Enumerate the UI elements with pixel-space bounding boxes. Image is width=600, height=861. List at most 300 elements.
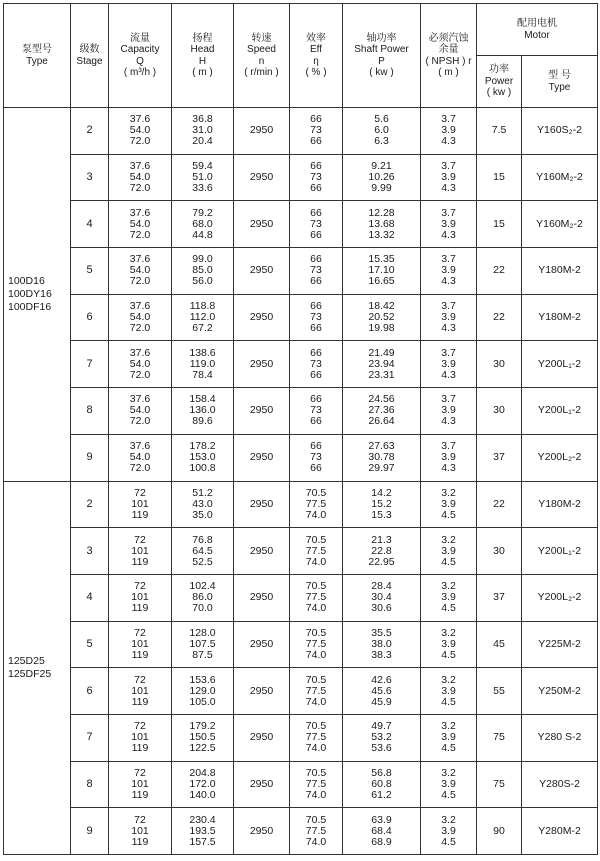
capacity-cell-value: 54.0 bbox=[129, 451, 151, 464]
motor-type-cell: Y180M-2 bbox=[522, 481, 598, 528]
efficiency-cell-value: 77.5 bbox=[305, 637, 327, 650]
capacity-cell-value: 54.0 bbox=[129, 124, 151, 137]
head-cell-value: 150.5 bbox=[189, 731, 216, 744]
capacity-cell-value: 72 bbox=[134, 626, 146, 639]
motor-type-cell: Y200L₂-2 bbox=[522, 434, 598, 481]
npsh-cell-value: 3.2 bbox=[441, 626, 456, 639]
efficiency-cell-value: 74.0 bbox=[305, 835, 327, 848]
stage-cell: 4 bbox=[71, 201, 109, 248]
speed-cell: 2950 bbox=[234, 294, 290, 341]
efficiency-cell-value: 74.0 bbox=[305, 742, 327, 755]
capacity-cell-value: 101 bbox=[131, 824, 149, 837]
shaft-power-cell-value: 19.98 bbox=[368, 322, 395, 335]
efficiency-cell-value: 70.5 bbox=[305, 533, 327, 546]
npsh-cell-value: 4.5 bbox=[441, 742, 456, 755]
efficiency-cell-value: 73 bbox=[310, 404, 322, 417]
head-cell-value: 128.0 bbox=[189, 626, 216, 639]
capacity-cell-value: 72.0 bbox=[129, 415, 151, 428]
capacity-cell-value: 101 bbox=[131, 497, 149, 510]
head-cell-value: 86.0 bbox=[192, 591, 213, 604]
npsh-cell-value: 3.9 bbox=[441, 311, 456, 324]
motor-power-cell: 30 bbox=[477, 528, 522, 575]
capacity-cell-value: 72.0 bbox=[129, 368, 151, 381]
head-cell-value: 178.2 bbox=[189, 440, 216, 453]
shaft-power-cell-value: 15.35 bbox=[368, 253, 395, 266]
head-cell-value: 35.0 bbox=[192, 508, 213, 521]
shaft-power-cell-value: 6.3 bbox=[374, 135, 389, 148]
efficiency-cell bbox=[290, 201, 343, 248]
head-cell-value: 44.8 bbox=[192, 228, 213, 241]
efficiency-cell bbox=[290, 434, 343, 481]
motor-type-cell: Y225M-2 bbox=[522, 621, 598, 668]
shaft-power-cell-value: 22.95 bbox=[368, 555, 395, 568]
head-cell-value: 79.2 bbox=[192, 206, 213, 219]
capacity-cell bbox=[109, 388, 172, 435]
npsh-cell-value: 3.9 bbox=[441, 264, 456, 277]
capacity-cell-value: 72 bbox=[134, 720, 146, 733]
efficiency-cell-value: 74.0 bbox=[305, 508, 327, 521]
npsh-cell-value: 4.5 bbox=[441, 788, 456, 801]
shaft-power-cell-value: 26.64 bbox=[368, 415, 395, 428]
stage-cell: 8 bbox=[71, 388, 109, 435]
motor-type-cell: Y280M-2 bbox=[522, 808, 598, 855]
head-cell-value: 129.0 bbox=[189, 684, 216, 697]
header-motor: 配用电机 Motor bbox=[477, 4, 598, 56]
efficiency-cell-value: 73 bbox=[310, 124, 322, 137]
capacity-cell bbox=[109, 108, 172, 155]
head-cell-value: 153.0 bbox=[189, 451, 216, 464]
table-row bbox=[4, 201, 598, 248]
header-motor-power: 功率 Power ( kw ) bbox=[477, 56, 522, 108]
shaft-power-cell-value: 20.52 bbox=[368, 311, 395, 324]
npsh-cell-value: 3.2 bbox=[441, 486, 456, 499]
npsh-cell bbox=[421, 201, 477, 248]
capacity-cell-value: 37.6 bbox=[129, 253, 151, 266]
capacity-cell bbox=[109, 761, 172, 808]
stage-cell: 7 bbox=[71, 341, 109, 388]
npsh-cell bbox=[421, 248, 477, 295]
stage-cell: 6 bbox=[71, 294, 109, 341]
capacity-cell bbox=[109, 434, 172, 481]
capacity-cell-value: 101 bbox=[131, 637, 149, 650]
efficiency-cell bbox=[290, 154, 343, 201]
shaft-power-cell-value: 22.8 bbox=[371, 544, 392, 557]
head-cell-value: 99.0 bbox=[192, 253, 213, 266]
efficiency-cell-value: 73 bbox=[310, 264, 322, 277]
head-cell bbox=[172, 294, 234, 341]
npsh-cell bbox=[421, 154, 477, 201]
efficiency-cell-value: 66 bbox=[310, 228, 322, 241]
capacity-cell-value: 72 bbox=[134, 813, 146, 826]
shaft-power-cell-value: 12.28 bbox=[368, 206, 395, 219]
capacity-cell-value: 119 bbox=[131, 602, 149, 615]
pump-type-label: 100D16 bbox=[8, 274, 45, 287]
npsh-cell-value: 3.7 bbox=[441, 440, 456, 453]
npsh-cell bbox=[421, 621, 477, 668]
capacity-cell-value: 72 bbox=[134, 673, 146, 686]
motor-type-cell: Y180M-2 bbox=[522, 294, 598, 341]
head-cell-value: 102.4 bbox=[189, 580, 216, 593]
head-cell bbox=[172, 434, 234, 481]
shaft-power-cell-value: 35.5 bbox=[371, 626, 392, 639]
head-cell bbox=[172, 481, 234, 528]
shaft-power-cell-value: 15.2 bbox=[371, 497, 392, 510]
head-cell-value: 67.2 bbox=[192, 322, 213, 335]
capacity-cell bbox=[109, 341, 172, 388]
shaft-power-cell-value: 68.4 bbox=[371, 824, 392, 837]
head-cell bbox=[172, 248, 234, 295]
efficiency-cell-value: 70.5 bbox=[305, 626, 327, 639]
shaft-power-cell bbox=[343, 248, 421, 295]
npsh-cell bbox=[421, 574, 477, 621]
head-cell-value: 20.4 bbox=[192, 135, 213, 148]
shaft-power-cell-value: 38.0 bbox=[371, 637, 392, 650]
motor-type-cell: Y200L₁-2 bbox=[522, 388, 598, 435]
npsh-cell-value: 4.3 bbox=[441, 182, 456, 195]
capacity-cell-value: 119 bbox=[131, 835, 149, 848]
shaft-power-cell bbox=[343, 574, 421, 621]
motor-power-cell: 15 bbox=[477, 154, 522, 201]
capacity-cell-value: 37.6 bbox=[129, 160, 151, 173]
table-row bbox=[4, 761, 598, 808]
header-eff: 效率 Eff η ( % ) bbox=[290, 4, 343, 108]
shaft-power-cell bbox=[343, 294, 421, 341]
table-row bbox=[4, 248, 598, 295]
speed-cell: 2950 bbox=[234, 714, 290, 761]
efficiency-cell-value: 74.0 bbox=[305, 602, 327, 615]
capacity-cell bbox=[109, 574, 172, 621]
head-cell-value: 64.5 bbox=[192, 544, 213, 557]
npsh-cell-value: 4.3 bbox=[441, 322, 456, 335]
speed-cell: 2950 bbox=[234, 154, 290, 201]
shaft-power-cell bbox=[343, 154, 421, 201]
npsh-cell bbox=[421, 714, 477, 761]
efficiency-cell bbox=[290, 108, 343, 155]
stage-cell: 7 bbox=[71, 714, 109, 761]
head-cell-value: 105.0 bbox=[189, 695, 216, 708]
npsh-cell-value: 3.2 bbox=[441, 813, 456, 826]
capacity-cell-value: 54.0 bbox=[129, 264, 151, 277]
motor-type-cell: Y160S₂-2 bbox=[522, 108, 598, 155]
motor-power-cell: 75 bbox=[477, 714, 522, 761]
stage-cell: 3 bbox=[71, 154, 109, 201]
stage-cell: 9 bbox=[71, 808, 109, 855]
npsh-cell-value: 4.3 bbox=[441, 275, 456, 288]
speed-cell: 2950 bbox=[234, 668, 290, 715]
table-row bbox=[4, 108, 598, 155]
shaft-power-cell-value: 13.32 bbox=[368, 228, 395, 241]
head-cell-value: 70.0 bbox=[192, 602, 213, 615]
head-cell bbox=[172, 761, 234, 808]
npsh-cell-value: 3.7 bbox=[441, 393, 456, 406]
efficiency-cell bbox=[290, 574, 343, 621]
speed-cell: 2950 bbox=[234, 808, 290, 855]
speed-cell: 2950 bbox=[234, 528, 290, 575]
head-cell-value: 107.5 bbox=[189, 637, 216, 650]
capacity-cell-value: 54.0 bbox=[129, 404, 151, 417]
efficiency-cell-value: 66 bbox=[310, 160, 322, 173]
npsh-cell-value: 4.3 bbox=[441, 462, 456, 475]
npsh-cell-value: 3.7 bbox=[441, 113, 456, 126]
capacity-cell-value: 37.6 bbox=[129, 346, 151, 359]
capacity-cell bbox=[109, 528, 172, 575]
npsh-cell-value: 3.2 bbox=[441, 673, 456, 686]
npsh-cell-value: 4.5 bbox=[441, 648, 456, 661]
head-cell-value: 85.0 bbox=[192, 264, 213, 277]
efficiency-cell-value: 66 bbox=[310, 346, 322, 359]
npsh-cell-value: 3.9 bbox=[441, 777, 456, 790]
npsh-cell-value: 4.5 bbox=[441, 508, 456, 521]
head-cell bbox=[172, 108, 234, 155]
pump-type-label: 125D25 bbox=[8, 654, 45, 667]
shaft-power-cell-value: 18.42 bbox=[368, 300, 395, 313]
speed-cell: 2950 bbox=[234, 434, 290, 481]
table-row bbox=[4, 341, 598, 388]
efficiency-cell bbox=[290, 808, 343, 855]
efficiency-cell-value: 70.5 bbox=[305, 580, 327, 593]
speed-cell: 2950 bbox=[234, 388, 290, 435]
capacity-cell bbox=[109, 668, 172, 715]
header-head: 扬程 Head H ( m ) bbox=[172, 4, 234, 108]
motor-type-cell: Y200L₁-2 bbox=[522, 341, 598, 388]
capacity-cell-value: 54.0 bbox=[129, 357, 151, 370]
capacity-cell-value: 119 bbox=[131, 742, 149, 755]
head-cell bbox=[172, 621, 234, 668]
efficiency-cell-value: 66 bbox=[310, 462, 322, 475]
npsh-cell-value: 3.9 bbox=[441, 451, 456, 464]
motor-power-cell: 22 bbox=[477, 294, 522, 341]
motor-power-cell: 37 bbox=[477, 434, 522, 481]
efficiency-cell-value: 74.0 bbox=[305, 648, 327, 661]
pump-type-label: 125DF25 bbox=[8, 667, 52, 680]
efficiency-cell-value: 74.0 bbox=[305, 788, 327, 801]
capacity-cell-value: 37.6 bbox=[129, 300, 151, 313]
table-row bbox=[4, 621, 598, 668]
motor-power-cell: 37 bbox=[477, 574, 522, 621]
npsh-cell-value: 4.3 bbox=[441, 228, 456, 241]
head-cell-value: 31.0 bbox=[192, 124, 213, 137]
npsh-cell-value: 4.3 bbox=[441, 135, 456, 148]
npsh-cell-value: 3.9 bbox=[441, 544, 456, 557]
efficiency-cell-value: 66 bbox=[310, 300, 322, 313]
head-cell-value: 158.4 bbox=[189, 393, 216, 406]
table-row bbox=[4, 388, 598, 435]
head-cell-value: 112.0 bbox=[189, 311, 216, 324]
npsh-cell bbox=[421, 434, 477, 481]
head-cell bbox=[172, 668, 234, 715]
head-cell-value: 87.5 bbox=[192, 648, 213, 661]
efficiency-cell bbox=[290, 668, 343, 715]
speed-cell: 2950 bbox=[234, 481, 290, 528]
shaft-power-cell-value: 9.99 bbox=[371, 182, 392, 195]
head-cell bbox=[172, 574, 234, 621]
efficiency-cell bbox=[290, 248, 343, 295]
npsh-cell bbox=[421, 341, 477, 388]
header-stage: 级数 Stage bbox=[71, 4, 109, 108]
pump-type-cell bbox=[4, 108, 71, 482]
npsh-cell-value: 3.9 bbox=[441, 731, 456, 744]
motor-power-cell: 22 bbox=[477, 481, 522, 528]
header-type: 泵型号 Type bbox=[4, 4, 71, 108]
efficiency-cell-value: 66 bbox=[310, 275, 322, 288]
shaft-power-cell bbox=[343, 434, 421, 481]
efficiency-cell-value: 77.5 bbox=[305, 591, 327, 604]
efficiency-cell-value: 77.5 bbox=[305, 731, 327, 744]
capacity-cell-value: 72 bbox=[134, 580, 146, 593]
efficiency-cell bbox=[290, 621, 343, 668]
capacity-cell-value: 72 bbox=[134, 766, 146, 779]
motor-type-cell: Y250M-2 bbox=[522, 668, 598, 715]
motor-type-cell: Y280 S-2 bbox=[522, 714, 598, 761]
pump-type-cell bbox=[4, 481, 71, 855]
shaft-power-cell-value: 29.97 bbox=[368, 462, 395, 475]
motor-power-cell: 45 bbox=[477, 621, 522, 668]
npsh-cell-value: 3.7 bbox=[441, 300, 456, 313]
npsh-cell bbox=[421, 808, 477, 855]
efficiency-cell-value: 66 bbox=[310, 440, 322, 453]
efficiency-cell-value: 66 bbox=[310, 322, 322, 335]
stage-cell: 5 bbox=[71, 248, 109, 295]
head-cell bbox=[172, 528, 234, 575]
npsh-cell-value: 3.9 bbox=[441, 591, 456, 604]
shaft-power-cell-value: 68.9 bbox=[371, 835, 392, 848]
head-cell-value: 136.0 bbox=[189, 404, 216, 417]
stage-cell: 6 bbox=[71, 668, 109, 715]
head-cell-value: 56.0 bbox=[192, 275, 213, 288]
shaft-power-cell-value: 60.8 bbox=[371, 777, 392, 790]
capacity-cell bbox=[109, 154, 172, 201]
motor-power-cell: 30 bbox=[477, 341, 522, 388]
efficiency-cell-value: 66 bbox=[310, 393, 322, 406]
stage-cell: 2 bbox=[71, 481, 109, 528]
efficiency-cell-value: 66 bbox=[310, 135, 322, 148]
head-cell-value: 204.8 bbox=[189, 766, 216, 779]
motor-type-cell: Y180M-2 bbox=[522, 248, 598, 295]
table-row bbox=[4, 668, 598, 715]
capacity-cell-value: 119 bbox=[131, 508, 149, 521]
capacity-cell-value: 101 bbox=[131, 777, 149, 790]
efficiency-cell-value: 77.5 bbox=[305, 777, 327, 790]
table-row bbox=[4, 481, 598, 528]
shaft-power-cell-value: 27.36 bbox=[368, 404, 395, 417]
shaft-power-cell bbox=[343, 481, 421, 528]
npsh-cell-value: 3.7 bbox=[441, 206, 456, 219]
shaft-power-cell-value: 28.4 bbox=[371, 580, 392, 593]
pump-type-label: 100DF16 bbox=[8, 300, 52, 313]
stage-cell: 4 bbox=[71, 574, 109, 621]
capacity-cell-value: 37.6 bbox=[129, 393, 151, 406]
shaft-power-cell-value: 53.2 bbox=[371, 731, 392, 744]
shaft-power-cell-value: 30.6 bbox=[371, 602, 392, 615]
table-row bbox=[4, 294, 598, 341]
motor-type-cell: Y160M₂-2 bbox=[522, 154, 598, 201]
efficiency-cell bbox=[290, 341, 343, 388]
shaft-power-cell bbox=[343, 714, 421, 761]
efficiency-cell-value: 70.5 bbox=[305, 673, 327, 686]
head-cell-value: 172.0 bbox=[189, 777, 216, 790]
shaft-power-cell bbox=[343, 201, 421, 248]
npsh-cell-value: 3.9 bbox=[441, 171, 456, 184]
shaft-power-cell-value: 15.3 bbox=[371, 508, 392, 521]
motor-power-cell: 75 bbox=[477, 761, 522, 808]
capacity-cell bbox=[109, 201, 172, 248]
shaft-power-cell bbox=[343, 808, 421, 855]
shaft-power-cell-value: 61.2 bbox=[371, 788, 392, 801]
table-row bbox=[4, 574, 598, 621]
pump-type-label: 100DY16 bbox=[8, 287, 52, 300]
efficiency-cell bbox=[290, 761, 343, 808]
motor-type-cell: Y280S-2 bbox=[522, 761, 598, 808]
efficiency-cell-value: 74.0 bbox=[305, 555, 327, 568]
speed-cell: 2950 bbox=[234, 574, 290, 621]
shaft-power-cell-value: 42.6 bbox=[371, 673, 392, 686]
header-shaft-power: 轴功率 Shaft Power P ( kw ) bbox=[343, 4, 421, 108]
stage-cell: 8 bbox=[71, 761, 109, 808]
header-motor-type: 型 号 Type bbox=[522, 56, 598, 108]
npsh-cell-value: 4.5 bbox=[441, 602, 456, 615]
npsh-cell-value: 4.3 bbox=[441, 415, 456, 428]
efficiency-cell-value: 70.5 bbox=[305, 720, 327, 733]
speed-cell: 2950 bbox=[234, 108, 290, 155]
capacity-cell-value: 37.6 bbox=[129, 206, 151, 219]
efficiency-cell-value: 66 bbox=[310, 182, 322, 195]
table-row bbox=[4, 154, 598, 201]
head-cell-value: 76.8 bbox=[192, 533, 213, 546]
efficiency-cell-value: 66 bbox=[310, 368, 322, 381]
stage-cell: 9 bbox=[71, 434, 109, 481]
capacity-cell bbox=[109, 248, 172, 295]
motor-power-cell: 90 bbox=[477, 808, 522, 855]
npsh-cell bbox=[421, 388, 477, 435]
shaft-power-cell-value: 9.21 bbox=[371, 160, 392, 173]
head-cell-value: 230.4 bbox=[189, 813, 216, 826]
shaft-power-cell-value: 5.6 bbox=[374, 113, 389, 126]
table-row bbox=[4, 528, 598, 575]
npsh-cell bbox=[421, 481, 477, 528]
shaft-power-cell-value: 45.9 bbox=[371, 695, 392, 708]
shaft-power-cell bbox=[343, 341, 421, 388]
head-cell-value: 78.4 bbox=[192, 368, 213, 381]
efficiency-cell-value: 66 bbox=[310, 113, 322, 126]
shaft-power-cell-value: 30.4 bbox=[371, 591, 392, 604]
efficiency-cell-value: 74.0 bbox=[305, 695, 327, 708]
efficiency-cell-value: 70.5 bbox=[305, 766, 327, 779]
efficiency-cell-value: 77.5 bbox=[305, 684, 327, 697]
motor-power-cell: 15 bbox=[477, 201, 522, 248]
head-cell-value: 138.6 bbox=[189, 346, 216, 359]
speed-cell: 2950 bbox=[234, 761, 290, 808]
shaft-power-cell-value: 27.63 bbox=[368, 440, 395, 453]
npsh-cell-value: 3.7 bbox=[441, 253, 456, 266]
efficiency-cell bbox=[290, 481, 343, 528]
head-cell bbox=[172, 341, 234, 388]
shaft-power-cell-value: 17.10 bbox=[368, 264, 395, 277]
motor-type-cell: Y160M₂-2 bbox=[522, 201, 598, 248]
head-cell-value: 153.6 bbox=[189, 673, 216, 686]
shaft-power-cell-value: 49.7 bbox=[371, 720, 392, 733]
npsh-cell-value: 3.9 bbox=[441, 124, 456, 137]
head-cell-value: 193.5 bbox=[189, 824, 216, 837]
header-speed: 转速 Speed n ( r/min ) bbox=[234, 4, 290, 108]
capacity-cell-value: 37.6 bbox=[129, 113, 151, 126]
head-cell bbox=[172, 808, 234, 855]
head-cell-value: 157.5 bbox=[189, 835, 216, 848]
npsh-cell bbox=[421, 108, 477, 155]
shaft-power-cell bbox=[343, 388, 421, 435]
capacity-cell-value: 72.0 bbox=[129, 182, 151, 195]
npsh-cell-value: 3.9 bbox=[441, 217, 456, 230]
capacity-cell-value: 54.0 bbox=[129, 171, 151, 184]
